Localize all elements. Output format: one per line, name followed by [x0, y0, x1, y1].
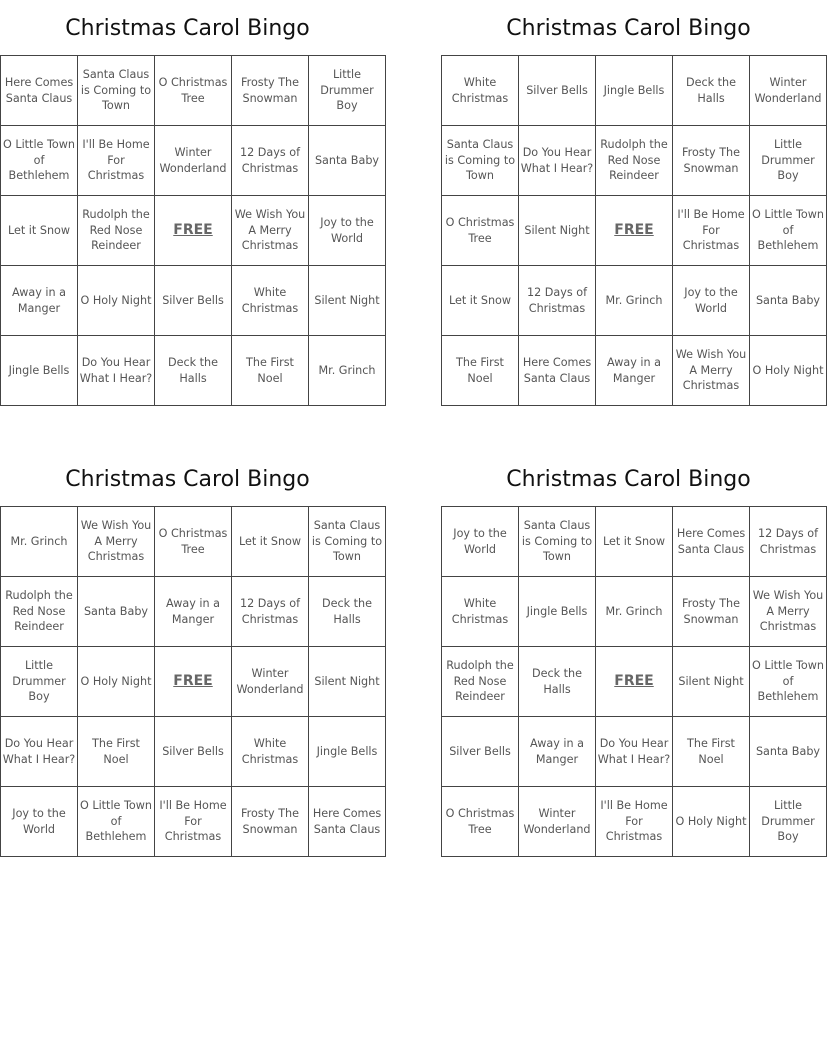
bingo-cell: Winter Wonderland: [750, 56, 827, 126]
bingo-cell: O Little Town of Bethlehem: [750, 647, 827, 717]
bingo-cell: Silent Night: [309, 266, 386, 336]
bingo-cell: O Christmas Tree: [442, 196, 519, 266]
bingo-cell: Joy to the World: [442, 507, 519, 577]
bingo-row: [1, 507, 386, 577]
bingo-cell: Rudolph the Red Nose Reindeer: [78, 196, 155, 266]
bingo-cell: Jingle Bells: [309, 717, 386, 787]
bingo-row: [442, 647, 827, 717]
bingo-cell: I'll Be Home For Christmas: [673, 196, 750, 266]
bingo-cell: Winter Wonderland: [155, 126, 232, 196]
bingo-row: [442, 266, 827, 336]
bingo-cell: Santa Claus is Coming to Town: [78, 56, 155, 126]
bingo-cell: The First Noel: [232, 336, 309, 406]
bingo-cell: O Holy Night: [78, 647, 155, 717]
card-title: Christmas Carol Bingo: [65, 467, 310, 492]
bingo-grid: [0, 55, 386, 406]
bingo-cell: Rudolph the Red Nose Reindeer: [442, 647, 519, 717]
bingo-cell: Jingle Bells: [519, 577, 596, 647]
bingo-cell: O Holy Night: [673, 787, 750, 857]
bingo-cell: Jingle Bells: [1, 336, 78, 406]
bingo-cell: Let it Snow: [442, 266, 519, 336]
bingo-cell: Santa Baby: [309, 126, 386, 196]
bingo-grid: [0, 506, 386, 857]
bingo-cell: Silver Bells: [442, 717, 519, 787]
bingo-cell: Joy to the World: [1, 787, 78, 857]
bingo-row: [1, 717, 386, 787]
bingo-card: [441, 463, 825, 857]
card-title: Christmas Carol Bingo: [506, 467, 751, 492]
bingo-cell: O Christmas Tree: [155, 507, 232, 577]
bingo-cell: O Little Town of Bethlehem: [750, 196, 827, 266]
bingo-cell: Rudolph the Red Nose Reindeer: [596, 126, 673, 196]
bingo-row: [442, 126, 827, 196]
bingo-row: [442, 196, 827, 266]
bingo-cell: O Holy Night: [750, 336, 827, 406]
bingo-cell: White Christmas: [442, 577, 519, 647]
bingo-cell: Santa Baby: [750, 266, 827, 336]
bingo-cell: The First Noel: [442, 336, 519, 406]
bingo-cell: Joy to the World: [309, 196, 386, 266]
bingo-cell: Silent Night: [673, 647, 750, 717]
bingo-cell: Santa Claus is Coming to Town: [442, 126, 519, 196]
bingo-cell: Silent Night: [519, 196, 596, 266]
free-space: FREE: [155, 647, 232, 717]
bingo-cell: I'll Be Home For Christmas: [78, 126, 155, 196]
bingo-cell: Deck the Halls: [519, 647, 596, 717]
bingo-card: [0, 12, 380, 406]
bingo-row: [442, 336, 827, 406]
bingo-cell: O Holy Night: [78, 266, 155, 336]
bingo-cell: Little Drummer Boy: [750, 787, 827, 857]
bingo-cell: Here Comes Santa Claus: [1, 56, 78, 126]
bingo-cell: Do You Hear What I Hear?: [519, 126, 596, 196]
bingo-cell: Here Comes Santa Claus: [309, 787, 386, 857]
bingo-grid: [441, 55, 827, 406]
bingo-cell: We Wish You A Merry Christmas: [673, 336, 750, 406]
bingo-cell: Frosty The Snowman: [673, 577, 750, 647]
bingo-cell: Away in a Manger: [519, 717, 596, 787]
bingo-cell: Little Drummer Boy: [750, 126, 827, 196]
bingo-cell: O Christmas Tree: [442, 787, 519, 857]
bingo-cell: Let it Snow: [1, 196, 78, 266]
bingo-cell: 12 Days of Christmas: [519, 266, 596, 336]
bingo-cell: Away in a Manger: [155, 577, 232, 647]
bingo-cell: Deck the Halls: [309, 577, 386, 647]
bingo-cell: Frosty The Snowman: [232, 787, 309, 857]
bingo-card: [441, 12, 825, 406]
bingo-cell: The First Noel: [673, 717, 750, 787]
bingo-row: [1, 577, 386, 647]
bingo-cell: O Little Town of Bethlehem: [1, 126, 78, 196]
bingo-cell: Let it Snow: [232, 507, 309, 577]
bingo-grid: [441, 506, 827, 857]
bingo-row: [1, 336, 386, 406]
bingo-cell: We Wish You A Merry Christmas: [750, 577, 827, 647]
bingo-cell: Rudolph the Red Nose Reindeer: [1, 577, 78, 647]
bingo-cell: Frosty The Snowman: [673, 126, 750, 196]
bingo-cell: White Christmas: [232, 266, 309, 336]
bingo-cell: Santa Baby: [750, 717, 827, 787]
bingo-cell: We Wish You A Merry Christmas: [232, 196, 309, 266]
bingo-cell: Santa Claus is Coming to Town: [309, 507, 386, 577]
bingo-cell: Mr. Grinch: [309, 336, 386, 406]
bingo-cell: 12 Days of Christmas: [232, 126, 309, 196]
bingo-cell: Silver Bells: [519, 56, 596, 126]
bingo-cell: Deck the Halls: [155, 336, 232, 406]
bingo-cell: Mr. Grinch: [596, 577, 673, 647]
free-space: FREE: [596, 647, 673, 717]
bingo-row: [442, 787, 827, 857]
bingo-cell: Silver Bells: [155, 266, 232, 336]
bingo-cell: Santa Claus is Coming to Town: [519, 507, 596, 577]
bingo-cell: I'll Be Home For Christmas: [155, 787, 232, 857]
free-space: FREE: [155, 196, 232, 266]
bingo-cell: Santa Baby: [78, 577, 155, 647]
bingo-cell: O Christmas Tree: [155, 56, 232, 126]
bingo-card: [0, 463, 383, 857]
bingo-cell: White Christmas: [232, 717, 309, 787]
bingo-cell: Little Drummer Boy: [1, 647, 78, 717]
bingo-row: [1, 56, 386, 126]
bingo-row: [442, 507, 827, 577]
bingo-cell: 12 Days of Christmas: [232, 577, 309, 647]
bingo-cell: Deck the Halls: [673, 56, 750, 126]
bingo-row: [1, 196, 386, 266]
bingo-row: [1, 787, 386, 857]
bingo-cell: Do You Hear What I Hear?: [78, 336, 155, 406]
bingo-row: [442, 56, 827, 126]
bingo-cell: We Wish You A Merry Christmas: [78, 507, 155, 577]
bingo-cell: I'll Be Home For Christmas: [596, 787, 673, 857]
bingo-cell: Winter Wonderland: [232, 647, 309, 717]
bingo-cell: Silver Bells: [155, 717, 232, 787]
bingo-cell: Winter Wonderland: [519, 787, 596, 857]
bingo-cell: Mr. Grinch: [1, 507, 78, 577]
bingo-cell: Here Comes Santa Claus: [519, 336, 596, 406]
bingo-cell: Mr. Grinch: [596, 266, 673, 336]
bingo-cell: The First Noel: [78, 717, 155, 787]
bingo-cell: White Christmas: [442, 56, 519, 126]
bingo-cell: O Little Town of Bethlehem: [78, 787, 155, 857]
bingo-cell: Joy to the World: [673, 266, 750, 336]
bingo-cell: Frosty The Snowman: [232, 56, 309, 126]
bingo-cell: Silent Night: [309, 647, 386, 717]
card-title: Christmas Carol Bingo: [506, 16, 751, 41]
bingo-row: [1, 126, 386, 196]
bingo-cell: Away in a Manger: [1, 266, 78, 336]
bingo-cell: 12 Days of Christmas: [750, 507, 827, 577]
free-space: FREE: [596, 196, 673, 266]
bingo-cell: Little Drummer Boy: [309, 56, 386, 126]
bingo-cell: Here Comes Santa Claus: [673, 507, 750, 577]
bingo-cell: Jingle Bells: [596, 56, 673, 126]
bingo-cell: Do You Hear What I Hear?: [596, 717, 673, 787]
bingo-cell: Away in a Manger: [596, 336, 673, 406]
bingo-row: [442, 717, 827, 787]
card-title: Christmas Carol Bingo: [65, 16, 310, 41]
bingo-row: [1, 266, 386, 336]
bingo-cell: Do You Hear What I Hear?: [1, 717, 78, 787]
bingo-row: [442, 577, 827, 647]
bingo-cell: Let it Snow: [596, 507, 673, 577]
bingo-row: [1, 647, 386, 717]
